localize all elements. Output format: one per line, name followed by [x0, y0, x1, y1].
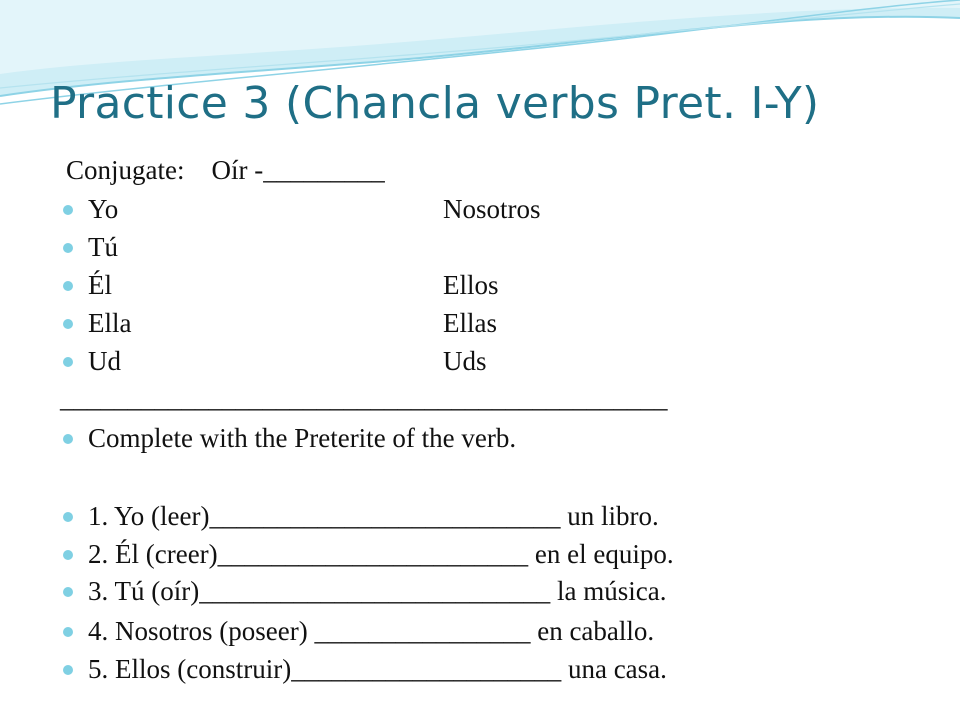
- exercise-text: 3. Tú (oír)__________________________ la música.: [88, 576, 667, 606]
- bullet-icon: [63, 281, 73, 291]
- separator-row: [0, 385, 960, 419]
- exercise-text: 5. Ellos (construir)____________________ una casa.: [88, 654, 667, 684]
- slide-title: Practice 3 (Chancla verbs Pret. I-Y): [50, 78, 820, 129]
- list-item: [0, 272, 960, 306]
- exercise-item: [0, 618, 960, 652]
- list-item: [0, 234, 960, 268]
- exercise-item: [0, 503, 960, 537]
- exercise-text: 4. Nosotros (poseer) ________________ en caballo.: [88, 616, 655, 646]
- bullet-icon: [63, 319, 73, 329]
- pronoun-left: Ella: [88, 308, 132, 338]
- bullet-icon: [63, 665, 73, 675]
- instruction-text: Complete with the Preterite of the verb.: [88, 423, 517, 453]
- pronoun-left: Ud: [88, 346, 121, 376]
- exercise-item: [0, 656, 960, 690]
- pronoun-left: Yo: [88, 194, 119, 224]
- bullet-icon: [63, 627, 73, 637]
- exercise-text: 2. Él (creer)_______________________ en el equipo.: [88, 539, 674, 569]
- pronoun-right: Nosotros: [443, 194, 541, 224]
- conjugate-text: Conjugate: Oír -_________: [66, 155, 385, 185]
- bullet-icon: [63, 587, 73, 597]
- conjugate-row: [0, 157, 960, 191]
- pronoun-right: Ellos: [443, 270, 499, 300]
- bullet-icon: [63, 512, 73, 522]
- list-item: [0, 196, 960, 230]
- separator-line: _____________________________________________: [60, 383, 668, 413]
- bullet-icon: [63, 434, 73, 444]
- pronoun-right: Ellas: [443, 308, 497, 338]
- exercise-text: 1. Yo (leer)__________________________ un libro.: [88, 501, 659, 531]
- pronoun-left: Tú: [88, 232, 118, 262]
- bullet-icon: [63, 205, 73, 215]
- list-item: [0, 425, 960, 459]
- bullet-icon: [63, 357, 73, 367]
- exercise-item: [0, 541, 960, 575]
- list-item: [0, 348, 960, 382]
- bullet-icon: [63, 243, 73, 253]
- exercise-item: [0, 578, 960, 612]
- list-item: [0, 310, 960, 344]
- pronoun-left: Él: [88, 270, 112, 300]
- bullet-icon: [63, 550, 73, 560]
- pronoun-right: Uds: [443, 346, 487, 376]
